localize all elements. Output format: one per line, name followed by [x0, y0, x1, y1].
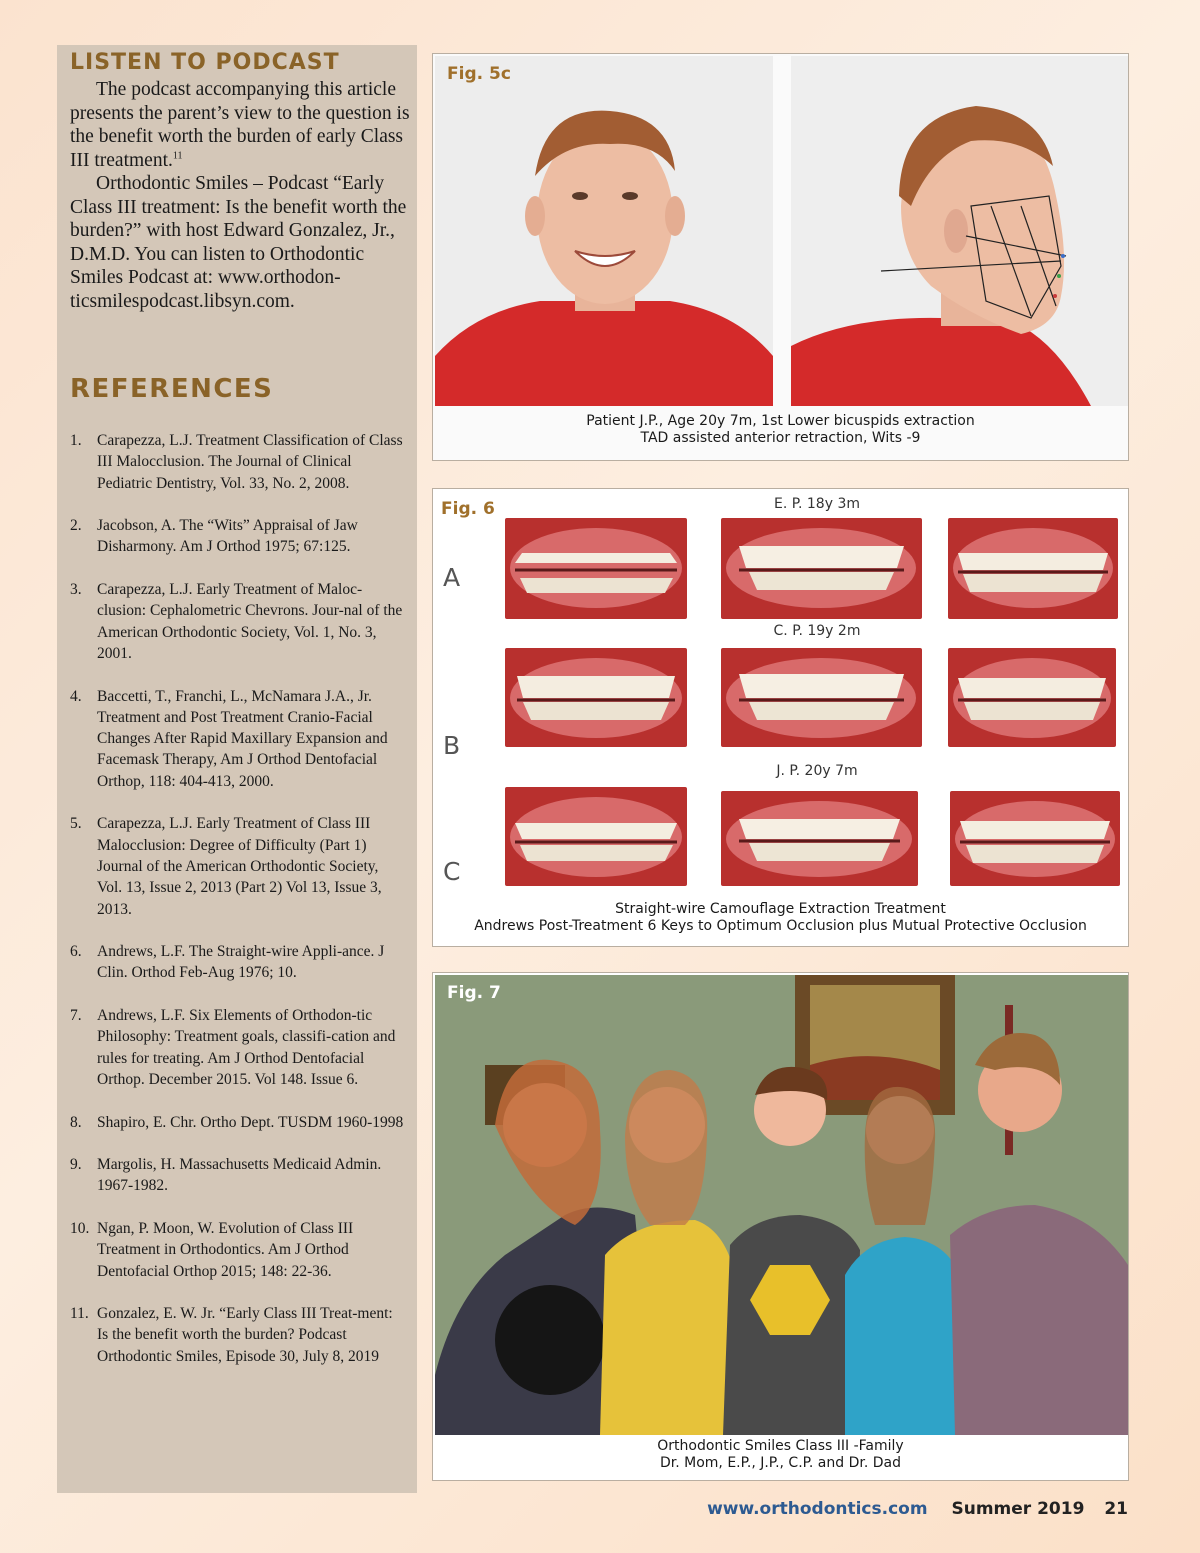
- caption-line: Andrews Post-Treatment 6 Keys to Optimum Occlusion plus Mutual Protective Occlusion: [474, 918, 1087, 934]
- figure-label: Fig. 5c: [447, 64, 511, 84]
- reference-number: 11.: [70, 1305, 89, 1323]
- reference-text: Carapezza, L.J. Treatment Classification of Class III Malocclusion. The Journal of Clinical Pediatric Dentistry, Vol. 33, No. 2, 2008.: [97, 432, 403, 492]
- figure-label: Fig. 7: [447, 983, 501, 1003]
- podcast-text: [70, 78, 410, 313]
- reference-item: [70, 515, 405, 558]
- reference-item: [70, 1112, 405, 1133]
- reference-number: 6.: [70, 943, 82, 961]
- reference-text: Andrews, L.F. The Straight-wire Appli-ance. J Clin. Orthod Feb-Aug 1976; 10.: [97, 943, 385, 982]
- profile-cephalometric-photo: [791, 56, 1128, 406]
- intraoral-photo-front: [721, 791, 918, 886]
- podcast-paragraph: Orthodontic Smiles – Podcast “Early Class III treatment: Is the benefit worth the burden?” with host Edward Gonzalez, Jr., D.M.D. You can listen to Orthodontic Smiles Podcast at: www.orthodon-ticsmilespodcast.libsyn.com.: [70, 173, 407, 312]
- reference-text: Carapezza, L.J. Early Treatment of Class III Malocclusion: Degree of Difficulty (Part 1) Journal of the American Orthodontic Society, Vol. 13, Issue 2, 2013 (Part 2) Vol 13, Issue 3, 2013.: [97, 815, 382, 918]
- reference-number: 3.: [70, 581, 82, 599]
- figure-7: [432, 972, 1129, 1481]
- row-letter: B: [443, 731, 461, 760]
- reference-text: Margolis, H. Massachusetts Medicaid Admin. 1967-1982.: [97, 1156, 382, 1195]
- podcast-paragraph-text: The podcast accompanying this article presents the parent’s view to the question is the benefit worth the burden of early Class III treatment.: [70, 79, 410, 171]
- row-title: E. P. 18y 3m: [773, 496, 860, 512]
- family-group-photo: [435, 975, 1128, 1435]
- reference-item: [70, 1303, 405, 1367]
- caption-line: Patient J.P., Age 20y 7m, 1st Lower bicuspids extraction: [586, 413, 975, 429]
- reference-item: [70, 1218, 405, 1282]
- reference-number: 4.: [70, 687, 82, 705]
- reference-item: [70, 686, 405, 792]
- row-title: J. P. 20y 7m: [776, 763, 858, 779]
- figure-caption: [433, 901, 1128, 935]
- reference-text: Gonzalez, E. W. Jr. “Early Class III Treat-ment: Is the benefit worth the burden? Podcast Orthodontic Smiles, Episode 30, July 8, 2019: [97, 1305, 393, 1365]
- intraoral-photo-left: [948, 518, 1118, 619]
- reference-number: 7.: [70, 1007, 82, 1025]
- reference-text: Shapiro, E. Chr. Ortho Dept. TUSDM 1960-1998: [97, 1113, 404, 1131]
- row-title: C. P. 19y 2m: [773, 623, 861, 639]
- podcast-paragraph: [70, 78, 410, 172]
- reference-text: Andrews, L.F. Six Elements of Orthodon-tic Philosophy: Treatment goals, classifi-cation and rules for treating. Am J Orthod Dentofacial Orthop. December 2015. Vol 148. Issue 6.: [97, 1007, 396, 1088]
- intraoral-photo-left: [950, 791, 1120, 886]
- reference-superscript: 11: [172, 150, 183, 161]
- figure-label: Fig. 6: [441, 499, 495, 519]
- references-heading: REFERENCES: [70, 374, 274, 404]
- reference-item: [70, 941, 405, 984]
- reference-text: Ngan, P. Moon, W. Evolution of Class III Treatment in Orthodontics. Am J Orthod Dentofacial Orthop 2015; 148: 22-36.: [97, 1219, 354, 1280]
- frontal-portrait-photo: [435, 56, 773, 406]
- reference-item: [70, 430, 405, 494]
- reference-item: [70, 813, 405, 919]
- caption-line: Dr. Mom, E.P., J.P., C.P. and Dr. Dad: [659, 1455, 901, 1471]
- figure-5c: [432, 53, 1129, 461]
- reference-text: Carapezza, L.J. Early Treatment of Maloc-clusion: Cephalometric Chevrons. Jour-nal of the American Orthodontic Society, Vol. 1, No. 3, 2001.: [97, 581, 403, 662]
- reference-number: 5.: [70, 815, 82, 833]
- page-number: 21: [1104, 1499, 1128, 1519]
- issue-date: Summer 2019: [951, 1499, 1085, 1519]
- references-list: [70, 430, 405, 1388]
- caption-line: Straight-wire Camouflage Extraction Treatment: [615, 901, 946, 917]
- website-link[interactable]: www.orthodontics.com: [707, 1499, 928, 1519]
- row-letter: A: [443, 563, 461, 592]
- caption-line: Orthodontic Smiles Class III -Family: [657, 1438, 904, 1454]
- intraoral-photo-front: [721, 648, 922, 747]
- page-footer: [707, 1499, 1128, 1519]
- reference-number: 10.: [70, 1219, 90, 1237]
- figure-caption: [433, 1438, 1128, 1472]
- intraoral-photo-front: [721, 518, 922, 619]
- reference-item: [70, 1154, 405, 1197]
- row-letter: C: [443, 857, 461, 886]
- intraoral-photo-right: [505, 787, 687, 886]
- reference-number: 9.: [70, 1156, 82, 1174]
- caption-line: TAD assisted anterior retraction, Wits -9: [640, 430, 921, 446]
- reference-item: [70, 579, 405, 664]
- reference-text: Baccetti, T., Franchi, L., McNamara J.A., Jr. Treatment and Post Treatment Cranio-Facial Changes After Rapid Maxillary Expansion and Facemask Therapy, Am J Orthod Dentofacial Orthop, 118: 404-413, 2000.: [97, 687, 388, 790]
- intraoral-photo-right: [505, 518, 687, 619]
- figure-6: [432, 488, 1129, 947]
- reference-text: Jacobson, A. The “Wits” Appraisal of Jaw Disharmony. Am J Orthod 1975; 67:125.: [97, 517, 358, 556]
- reference-number: 2.: [70, 517, 82, 535]
- reference-item: [70, 1005, 405, 1090]
- podcast-heading: LISTEN TO PODCAST: [70, 50, 340, 75]
- intraoral-photo-right: [505, 648, 687, 747]
- figure-caption: [433, 413, 1128, 447]
- reference-number: 8.: [70, 1113, 82, 1131]
- reference-number: 1.: [70, 432, 82, 449]
- intraoral-photo-left: [948, 648, 1116, 747]
